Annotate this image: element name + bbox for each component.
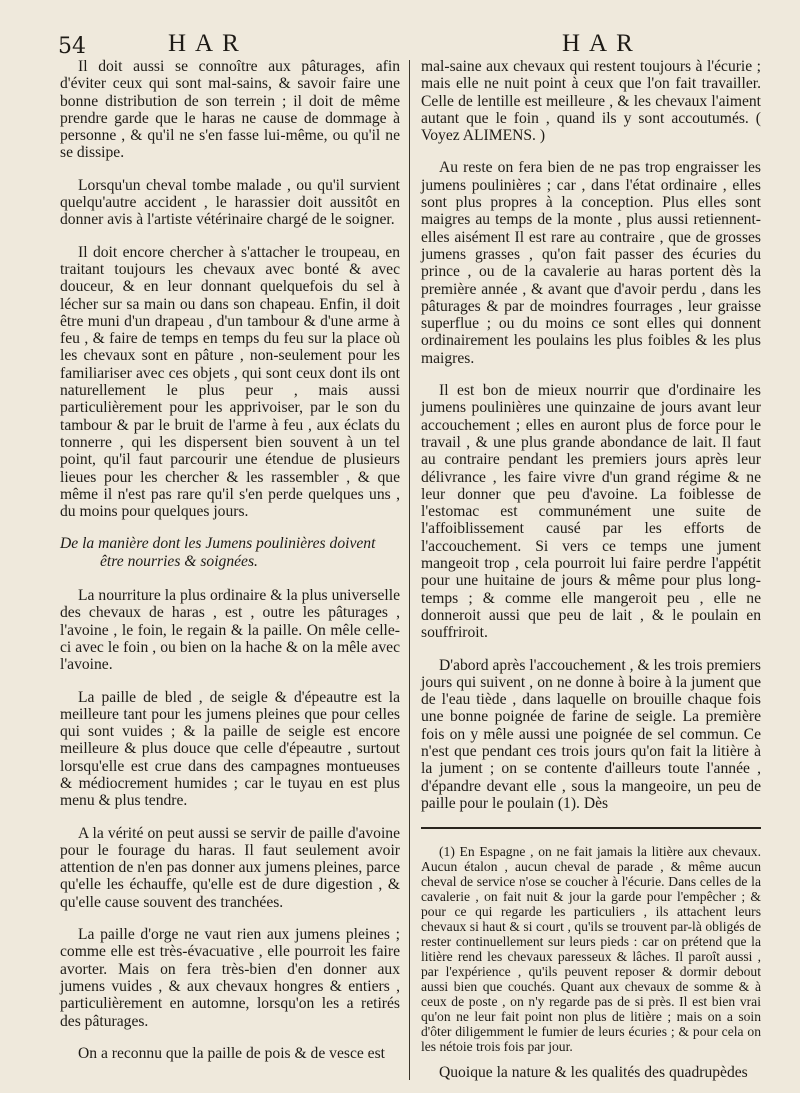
paragraph-feeding-before-birth: Il est bon de mieux nourrir que d'ordinaire les jumens poulinières une quinzaine de jours avant leur accouchement ; elles en auront plus de force pour le travail , & une plus grande abondance de lait. Il faut au contraire pendant les premiers jours après leur délivrance , les faire vivre d'un grand régime & ne leur donner que peu d'avoine. La foiblesse de l'estomac est communément une suite de l'affoiblissement causé par les efforts de l'accouchement. Si vers ce temps une jument mangeoit trop , cela pourroit lui faire perdre l'appétit pour une huitaine de jours & même pour plus long-temps ; & comme elle mangeroit peu , elle ne donneroit aussi que peu de lait , & le poulain en souffriroit.: [421, 382, 761, 642]
paragraph-pea-straw: On a reconnu que la paille de pois & de vesce est: [78, 1044, 386, 1062]
section-heading-line-2: être nourries & soignées.: [100, 552, 258, 570]
section-heading-line-1: De la manière dont les Jumens poulinières doivent: [60, 535, 376, 553]
column-divider: [409, 60, 410, 1080]
paragraph-quadrupeds: Quoique la nature & les qualités des quadrupèdes: [439, 1064, 748, 1082]
paragraph-harassier-duties: Il doit aussi se connoître aux pâturages, afin d'éviter ceux qui sont mal-sains, & savoir faire une bonne distribution de son terrein ; il doit de même prendre garde que le haras ne cause de dommage à personne , & qu'il ne s'en fasse lui-même, ou qu'il ne se dissipe.: [60, 58, 400, 162]
paragraph-wheat-straw: La paille de bled , de seigle & d'épeautre est la meilleure tant pour les jumens pleines que pour celles qui sont vuides ; & la paille de seigle est encore meilleure & plus douce que celle d'épeautre , surtout lorsqu'elle est crue dans des campagnes montueuses & médiocrement humides ; car le tuyau en est plus menu & plus tendre.: [60, 688, 400, 810]
paragraph-lentil-straw: mal-saine aux chevaux qui restent toujours à l'écurie ; mais elle ne nuit point à ceux que l'on fait travailler. Celle de lentille est meilleure , & les chevaux l'aiment autant que le foin , quand ils y sont accoutumés. ( Voyez ALIMENS. ): [421, 58, 761, 145]
paragraph-barley-straw: La paille d'orge ne vaut rien aux jumens pleines ; comme elle est très-évacuative , elle pourroit les faire avorter. Mais on fera très-bien d'en donner aux jumens vuides , & aux chevaux hongres & entiers , particulièrement en automne, lorsqu'on les a retirés des pâturages.: [60, 926, 400, 1030]
paragraph-after-birth: D'abord après l'accouchement , & les trois premiers jours qui suivent , on ne donne à boire à la jument que de l'eau tiède , dans laquelle on brouille chaque fois une bonne poignée de farine de seigle. La première fois on y mêle aussi une poignée de sel commun. Ce n'est que pendant ces trois jours qu'on fait la litière à la jument ; on se contente d'ailleurs toute l'année , d'épandre devant elle , sous la mangeoire, un peu de paille pour le poulain (1). Dès: [421, 656, 761, 812]
right-column: [421, 58, 761, 1081]
paragraph-fattening: Au reste on fera bien de ne pas trop engraisser les jumens poulinières ; car , dans l'état ordinaire , elles sont plus propres à la conception. Plus elles sont maigres au temps de la monte , plus aussi retiennent-elles aisément Il est rare au contraire , que de grosses jumens grasses , qu'on fait passer des écuries du prince , ou de la cavalerie au haras portent dès la première année , & avant que d'avoir perdu , dans les pâturages & par de moindres fourrages , leur graisse superflue ; ou du moins ce sont elles qui donnent ordinairement les poulains les plus foibles & les plus maigres.: [421, 159, 761, 367]
footnote-rule: [421, 827, 761, 829]
running-head-right: HAR: [562, 30, 642, 57]
running-head-left: HAR: [168, 30, 248, 57]
paragraph-taming-herd: Il doit encore chercher à s'attacher le troupeau, en traitant toujours les chevaux avec bonté & avec douceur, & en leur donnant quelquefois du sel à lécher sur sa main ou dans son chapeau. Enfin, il doit être muni d'un drapeau , d'un tambour & d'une arme à feu , & faire de temps en temps du feu sur la place où les chevaux sont en pâture , non-seulement pour les familiariser avec ces objets , qui sont ceux dont ils ont naturellement le plus peur , mais aussi particulièrement pour les apprivoiser, par le son du tambour & par le bruit de l'arme à feu , aux éclats du tonnerre , qui les dispersent bien souvent à un tel point, qu'il faut parcourir une étendue de plusieurs lieues pour les chercher & les rassembler , & que même il n'est pas rare qu'il s'en perde quelques uns , du moins pour quelques jours.: [60, 243, 400, 521]
page-number: 54: [58, 34, 86, 59]
page-header: [0, 28, 800, 62]
footnote: (1) En Espagne , on ne fait jamais la litière aux chevaux. Aucun étalon , aucun cheval de parade , & même aucun cheval de service n'ose se coucher à l'écurie. Dans celles de la cavalerie , on fait nuit & jour la garde pour l'empêcher ; & pour ce qui regarde les particuliers , ils attachent leurs chevaux si haut & si court , qu'ils se trouvent par-là obligés de rester continuellement sur leurs pieds : car on prétend que la litière rend les chevaux paresseux & lâches. Il paroît aussi , par l'expérience , qu'ils peuvent reposer & dormir debout aussi bien que couchés. Quant aux chevaux de somme & à ceux de poste , on n'y regarde pas de si près. Il est bien vrai qu'on ne leur fait point non plus de litière ; mais on a soin d'ôter diligemment le fumier de leurs écuries ; & pour cela on les nétoie trois fois par jour.: [421, 844, 761, 1055]
paragraph-ordinary-food: La nourriture la plus ordinaire & la plus universelle des chevaux de haras , est , outre les pâturages , l'avoine , le foin, le regain & la paille. On mêle celle-ci avec le foin , ou bien on la hache & on la mêle avec l'avoine.: [60, 587, 400, 674]
paragraph-oat-straw: A la vérité on peut aussi se servir de paille d'avoine pour le fourage du haras. Il faut seulement avoir attention de n'en pas donner aux jumens pleines, parce qu'elle les échauffe, qu'elle est de dure digestion , & qu'elle cause souvent des tranchées.: [60, 824, 400, 911]
section-heading: [60, 535, 400, 570]
left-column: [60, 58, 400, 1062]
paragraph-sick-horse: Lorsqu'un cheval tombe malade , ou qu'il survient quelqu'autre accident , le harassier doit aussitôt en donner avis à l'artiste vétérinaire chargé de le soigner.: [60, 176, 400, 229]
